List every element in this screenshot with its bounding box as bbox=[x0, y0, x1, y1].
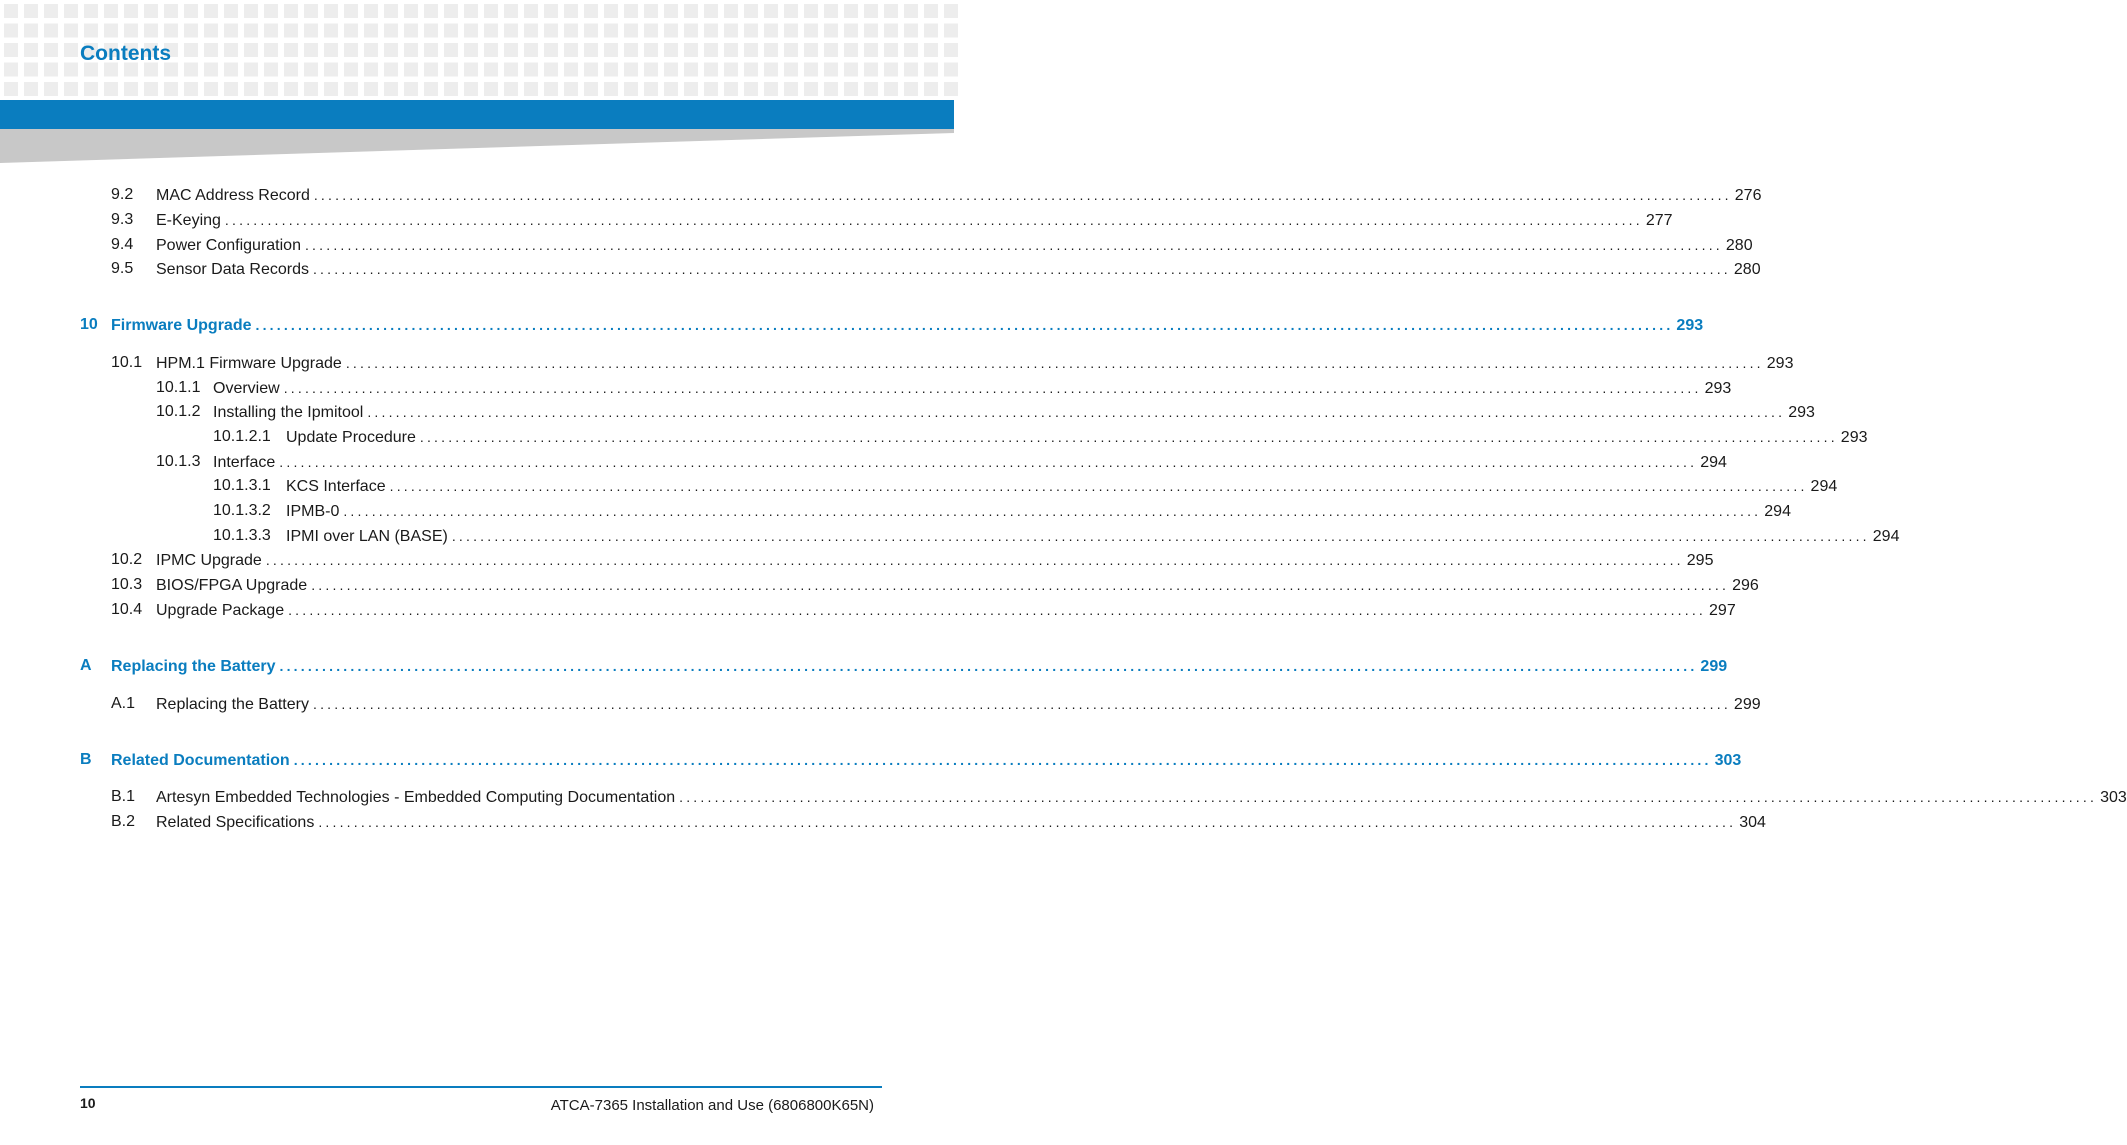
toc-dot-leader: ........................................................................................................................................................................................................ bbox=[343, 503, 1762, 519]
toc-entry-page: 303 bbox=[2100, 789, 2127, 806]
toc-entry[interactable] bbox=[0, 401, 1815, 423]
toc-entry-title: IPMI over LAN (BASE) bbox=[286, 528, 448, 545]
toc-entry-page: 297 bbox=[1709, 602, 1736, 619]
toc-entry-number: 10.1.3.1 bbox=[213, 477, 271, 494]
toc-dot-leader: ........................................................................................................................................................................................................ bbox=[312, 261, 1731, 277]
toc-entry-page: 276 bbox=[1734, 187, 1762, 204]
toc-entry[interactable] bbox=[0, 475, 1838, 497]
toc-dot-leader: ........................................................................................................................................................................................................ bbox=[283, 380, 1702, 396]
toc-entry[interactable] bbox=[0, 209, 1673, 231]
toc-entry[interactable] bbox=[0, 500, 1791, 522]
toc-entry[interactable] bbox=[0, 234, 1753, 256]
toc-chapter-entry[interactable] bbox=[0, 655, 1728, 677]
toc-entry-page: 293 bbox=[1676, 317, 1704, 334]
toc-dot-leader: ........................................................................................................................................................................................................ bbox=[293, 752, 1712, 768]
toc-entry-number: B.2 bbox=[111, 813, 136, 830]
toc-entry-number: 9.5 bbox=[111, 260, 134, 277]
footer-document-title: ATCA-7365 Installation and Use (6806800K65N) bbox=[550, 1097, 874, 1114]
footer-page-number: 10 bbox=[80, 1095, 96, 1111]
toc-dot-leader: ........................................................................................................................................................................................................ bbox=[313, 187, 1732, 203]
toc-entry-page: 294 bbox=[1810, 478, 1838, 495]
toc-entry-title: IPMB-0 bbox=[286, 503, 340, 520]
footer-rule bbox=[80, 1086, 882, 1088]
toc-entry[interactable] bbox=[0, 786, 2127, 808]
toc-dot-leader: ........................................................................................................................................................................................................ bbox=[224, 212, 1643, 228]
toc-entry[interactable] bbox=[0, 377, 1732, 399]
toc-entry-title: Firmware Upgrade bbox=[111, 317, 252, 334]
header-blue-band bbox=[0, 100, 954, 129]
header-grey-wedge bbox=[0, 129, 954, 163]
toc-entry-number: A.1 bbox=[111, 695, 136, 712]
toc-entry[interactable] bbox=[0, 451, 1727, 473]
toc-dot-leader: ........................................................................................................................................................................................................ bbox=[279, 658, 1698, 674]
toc-entry-title: Overview bbox=[213, 380, 280, 397]
toc-entry-number: 10.4 bbox=[111, 601, 143, 618]
toc-entry-title: KCS Interface bbox=[286, 478, 386, 495]
toc-dot-leader: ........................................................................................................................................................................................................ bbox=[279, 454, 1698, 470]
toc-entry-page: 293 bbox=[1704, 380, 1732, 397]
toc-dot-leader: ........................................................................................................................................................................................................ bbox=[318, 814, 1737, 830]
toc-dot-leader: ........................................................................................................................................................................................................ bbox=[419, 429, 1838, 445]
toc-entry-number: 10.1.2 bbox=[156, 403, 201, 420]
toc-entry[interactable] bbox=[0, 574, 1759, 596]
toc-entry-title: MAC Address Record bbox=[156, 187, 310, 204]
toc-entry-title: BIOS/FPGA Upgrade bbox=[156, 577, 308, 594]
toc-entry-number: 10.1.2.1 bbox=[213, 428, 271, 445]
toc-dot-leader: ........................................................................................................................................................................................................ bbox=[255, 317, 1674, 333]
toc-entry[interactable] bbox=[0, 258, 1761, 280]
toc-entry-number: 10 bbox=[80, 316, 98, 333]
toc-entry-number: 10.3 bbox=[111, 576, 143, 593]
toc-entry-title: HPM.1 Firmware Upgrade bbox=[156, 355, 342, 372]
toc-entry-page: 299 bbox=[1733, 696, 1761, 713]
toc-entry[interactable] bbox=[0, 525, 1900, 547]
toc-dot-leader: ........................................................................................................................................................................................................ bbox=[288, 602, 1707, 618]
toc-chapter-entry[interactable] bbox=[0, 749, 1742, 771]
toc-entry-page: 295 bbox=[1686, 552, 1714, 569]
toc-dot-leader: ........................................................................................................................................................................................................ bbox=[451, 528, 1870, 544]
toc-entry-title: Replacing the Battery bbox=[111, 658, 276, 675]
toc-entry-title: Artesyn Embedded Technologies - Embedded Computing Documentation bbox=[156, 789, 676, 806]
toc-dot-leader: ........................................................................................................................................................................................................ bbox=[265, 552, 1684, 568]
toc-entry-page: 296 bbox=[1732, 577, 1759, 594]
toc-dot-leader: ........................................................................................................................................................................................................ bbox=[679, 789, 2098, 805]
toc-entry-number: B bbox=[80, 751, 92, 768]
toc-entry-page: 277 bbox=[1645, 212, 1673, 229]
toc-dot-leader: ........................................................................................................................................................................................................ bbox=[367, 404, 1786, 420]
toc-entry-title: Related Documentation bbox=[111, 752, 290, 769]
toc-entry-number: A bbox=[80, 657, 92, 674]
toc-entry-title: Update Procedure bbox=[286, 429, 416, 446]
toc-entry-title: IPMC Upgrade bbox=[156, 552, 262, 569]
toc-entry-title: Power Configuration bbox=[156, 237, 301, 254]
toc-entry-title: Installing the Ipmitool bbox=[213, 404, 364, 421]
toc-entry-number: 9.2 bbox=[111, 186, 134, 203]
toc-chapter-entry[interactable] bbox=[0, 314, 1704, 336]
toc-entry-number: 10.1.3.3 bbox=[213, 527, 271, 544]
toc-entry[interactable] bbox=[0, 426, 1868, 448]
toc-entry-title: Sensor Data Records bbox=[156, 261, 309, 278]
page-title: Contents bbox=[80, 42, 171, 65]
toc-entry-title: Related Specifications bbox=[156, 814, 315, 831]
toc-entry-page: 293 bbox=[1766, 355, 1794, 372]
toc-entry-page: 294 bbox=[1872, 528, 1900, 545]
toc-entry-number: 10.1.3 bbox=[156, 453, 201, 470]
toc-entry-title: Replacing the Battery bbox=[156, 696, 309, 713]
toc-entry-number: 9.3 bbox=[111, 211, 134, 228]
toc-entry-number: 9.4 bbox=[111, 236, 134, 253]
toc-entry-page: 303 bbox=[1714, 752, 1742, 769]
toc-entry-page: 293 bbox=[1788, 404, 1815, 421]
toc-entry-page: 293 bbox=[1840, 429, 1868, 446]
toc-entry[interactable] bbox=[0, 693, 1761, 715]
toc-dot-leader: ........................................................................................................................................................................................................ bbox=[312, 696, 1731, 712]
toc-dot-leader: ........................................................................................................................................................................................................ bbox=[311, 577, 1730, 593]
toc-entry-number: 10.2 bbox=[111, 551, 143, 568]
toc-dot-leader: ........................................................................................................................................................................................................ bbox=[345, 355, 1764, 371]
toc-entry-number: 10.1 bbox=[111, 354, 143, 371]
toc-entry-page: 280 bbox=[1733, 261, 1761, 278]
toc-entry-page: 294 bbox=[1700, 454, 1727, 471]
toc-entry[interactable] bbox=[0, 352, 1794, 374]
toc-entry[interactable] bbox=[0, 549, 1714, 571]
toc-entry-number: 10.1.1 bbox=[156, 379, 201, 396]
toc-entry-title: E-Keying bbox=[156, 212, 221, 229]
toc-entry[interactable] bbox=[0, 184, 1762, 206]
toc-entry-page: 299 bbox=[1700, 658, 1728, 675]
toc-entry-number: 10.1.3.2 bbox=[213, 502, 271, 519]
toc-entry[interactable] bbox=[0, 811, 1766, 833]
toc-entry-page: 294 bbox=[1764, 503, 1791, 520]
toc-entry-page: 280 bbox=[1725, 237, 1753, 254]
toc-entry-number: B.1 bbox=[111, 788, 136, 805]
toc-entry-title: Upgrade Package bbox=[156, 602, 285, 619]
toc-entry-page: 304 bbox=[1739, 814, 1766, 831]
toc-dot-leader: ........................................................................................................................................................................................................ bbox=[304, 237, 1723, 253]
toc-entry-title: Interface bbox=[213, 454, 276, 471]
toc-dot-leader: ........................................................................................................................................................................................................ bbox=[389, 478, 1808, 494]
toc-entry[interactable] bbox=[0, 599, 1736, 621]
